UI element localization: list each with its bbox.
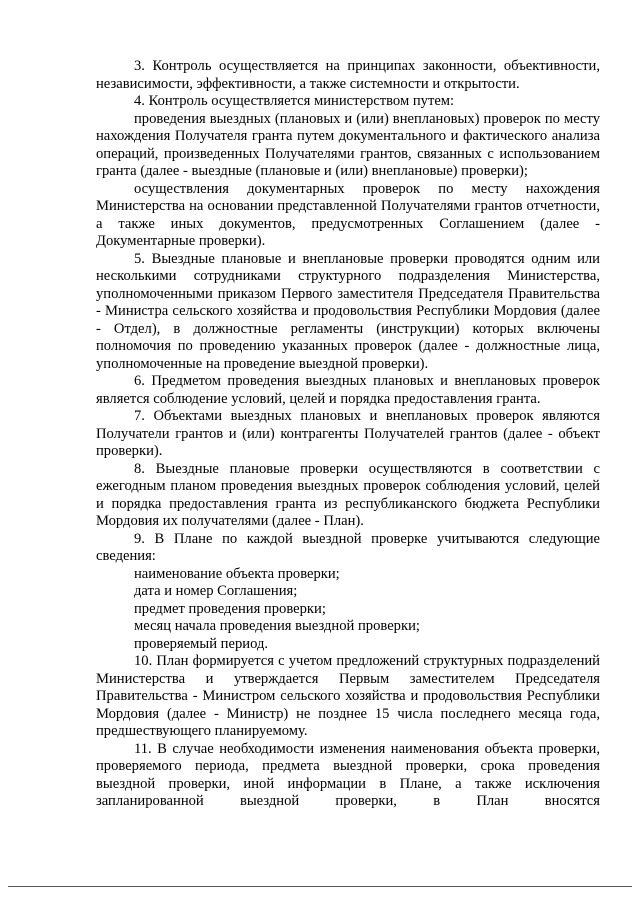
list-item: наименование объекта проверки; [134,565,340,582]
list-item: дата и номер Соглашения; [134,583,298,599]
paragraph-5: 5. Выездные плановые и внеплановые проверки проводятся одним или несколькими сотрудниками структурного подразделения Министерства, уполномоченными приказом Первого заместителя Председателя Правительства - Министра сельского хозяйства и продовольствия Республики Мордовия (далее - Отдел), в должностные регламенты (инструкции) которых включены полномочия по проведению указанных проверок (далее - должностные лица, уполномоченные на проведение выездной проверки). [96,250,600,372]
list-item: проверяемый период. [134,635,269,652]
paragraph-4-documentary: осуществления документарных проверок по месту нахождения Министерства на основании представленной Получателями грантов отчетности, а также иных документов, предусмотренных Соглашением (далее - Документарные проверки). [96,180,600,249]
paragraph-4-onsite: проведения выездных (плановых и (или) внеплановых) проверок по месту нахождения Получателя гранта путем документального и фактического анализа операций, произведенных Получателями грантов, связанных с использованием гранта (далее - выездные (плановые и (или) внеплановые) проверки); [96,110,600,179]
list-item: предмет проведения проверки; [134,600,326,617]
paragraph-8: 8. Выездные плановые проверки осуществляются в соответствии с ежегодным планом проведения выездных проверок соблюдения условий, целей и порядка предоставления гранта из республиканского бюджета Республики Мордовия их получателями (далее - План). [96,460,600,529]
paragraph-7: 7. Объектами выездных плановых и внеплановых проверок являются Получатели грантов и (или) контрагенты Получателей грантов (далее - объект проверки). [96,408,600,459]
paragraph-6: 6. Предметом проведения выездных плановых и внеплановых проверок является соблюдение условий, целей и порядка предоставления гранта. [96,373,600,407]
paragraph-9: 9. В Плане по каждой выездной проверке учитываются следующие сведения: [96,530,600,564]
document-body [96,58,600,811]
footer-divider [8,886,632,887]
paragraph-3: 3. Контроль осуществляется на принципах законности, объективности, независимости, эффективности, а также системности и открытости. [96,58,600,92]
paragraph-10: 10. План формируется с учетом предложений структурных подразделений Министерства и утверждается Первым заместителем Председателя Правительства - Министром сельского хозяйства и продовольствия Республики Мордовия (далее - Министр) не позднее 15 числа последнего месяца года, предшествующего планируемому. [96,653,600,739]
list-item: месяц начала проведения выездной проверки; [134,618,420,634]
paragraph-11: 11. В случае необходимости изменения наименования объекта проверки, проверяемого периода, предмета выездной проверки, срока проведения выездной проверки, иной информации в Плане, а также исключения запланированной выездной проверки, в План вносятся [96,740,600,809]
paragraph-4: 4. Контроль осуществляется министерством путем: [134,93,455,109]
